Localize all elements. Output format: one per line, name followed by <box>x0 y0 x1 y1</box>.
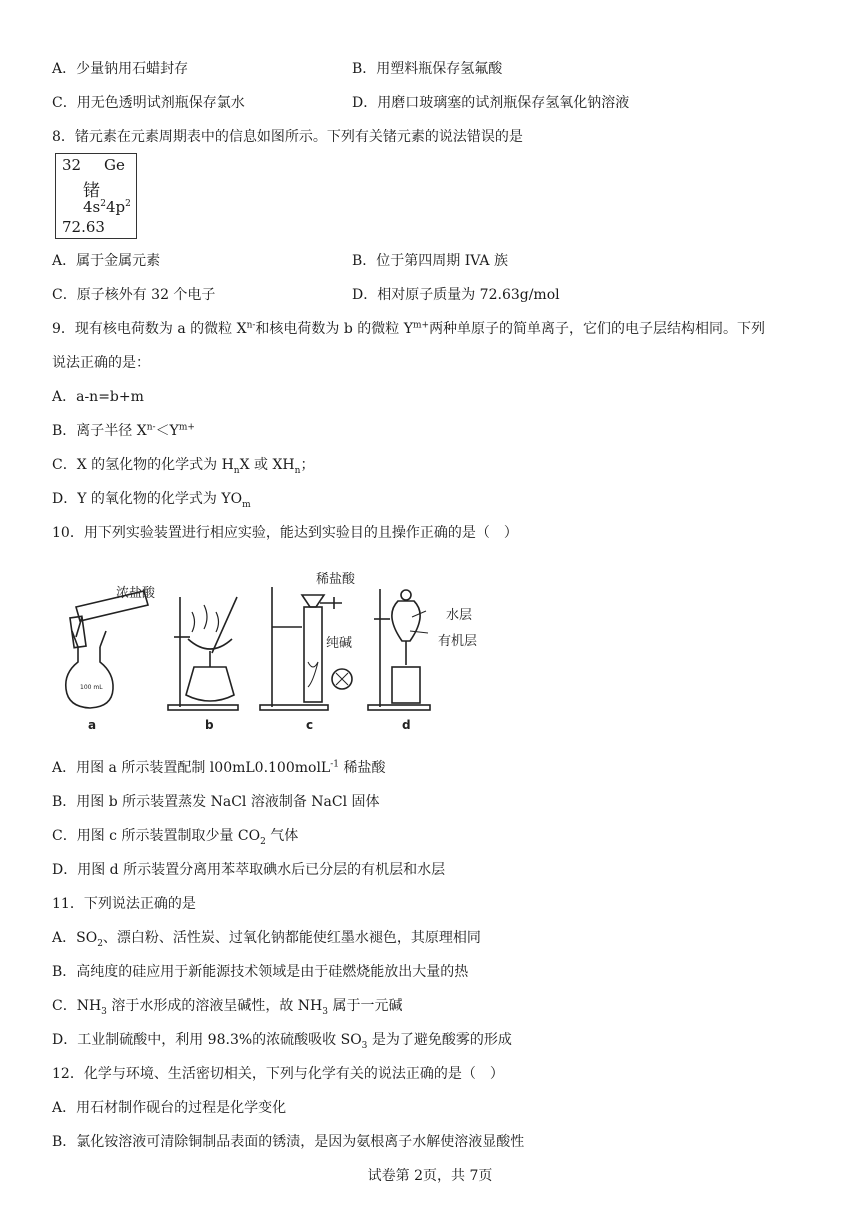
label-conc-hcl: 浓盐酸 <box>116 586 156 601</box>
label-water-layer: 水层 <box>446 608 473 623</box>
q11-option-a: A．$SO_2$、漂白粉、活性炭、过氧化钠都能使红墨水褪色，其原理相同 <box>52 930 481 949</box>
apparatus-b-evaporation <box>168 597 238 732</box>
label-a: a <box>88 718 97 732</box>
label-dilute-hcl: 稀盐酸 <box>316 572 356 587</box>
q10-stem: 10．用下列实验装置进行相应实验，能达到实验目的且操作正确的是（ ） <box>52 525 518 541</box>
q11-option-c: C．$NH_3$ 溶于水形成的溶液呈碱性，故 $NH_3$ 属于一元碱 <box>52 998 403 1017</box>
q8-option-d: D．相对原子质量为 72.63g/mol <box>352 287 560 303</box>
label-d: d <box>402 718 411 732</box>
apparatus-a-volumetric-flask <box>66 585 156 732</box>
q10-option-c: C．用图 c 所示装置制取少量 $CO_2$ 气体 <box>52 828 299 847</box>
q11-option-d: D．工业制硫酸中，利用 98.3%的浓硫酸吸收 $SO_3$ 是为了避免酸雾的形成 <box>52 1032 512 1051</box>
q7-option-c: C．用无色透明试剂瓶保存氯水 <box>52 95 245 111</box>
q12-option-a: A．用石材制作砚台的过程是化学变化 <box>52 1100 287 1116</box>
q10-option-a: A．用图 a 所示装置配制 l00mL0.100molL$^{-1}$ 稀盐酸 <box>52 759 386 776</box>
q7-option-a: A．少量钠用石蜡封存 <box>52 61 189 77</box>
page-footer: 试卷第 2页，共 7页 <box>367 1168 493 1184</box>
q12-stem: 12．化学与环境、生活密切相关，下列与化学有关的说法正确的是（ ） <box>52 1066 504 1082</box>
q9-stem-line1: 9．现有核电荷数为 a 的微粒 $X^{n-}$和核电荷数为 b 的微粒 $Y^{m+}$两种单原子的简单离子，它们的电子层结构相同。下列 <box>52 320 766 337</box>
atomic-mass: 72.63 <box>62 218 105 236</box>
label-soda: 纯碱 <box>326 636 353 651</box>
q9-option-a: A．a-n=b+m <box>52 389 144 405</box>
q11-stem: 11．下列说法正确的是 <box>52 896 196 912</box>
element-card-germanium <box>55 153 137 239</box>
q12-option-b: B．氯化铵溶液可清除铜制品表面的锈渍，是因为氨根离子水解使溶液显酸性 <box>52 1134 525 1150</box>
q8-option-c: C．原子核外有 32 个电子 <box>52 287 216 303</box>
q8-stem: 8．锗元素在元素周期表中的信息如图所示。下列有关锗元素的说法错误的是 <box>52 129 523 145</box>
label-organic-layer: 有机层 <box>438 634 478 649</box>
label-b: b <box>205 718 214 732</box>
q11-option-b: B．高纯度的硅应用于新能源技术领域是由于硅燃烧能放出大量的热 <box>52 964 469 980</box>
q10-option-d: D．用图 d 所示装置分离用苯萃取碘水后已分层的有机层和水层 <box>52 862 446 878</box>
label-c: c <box>306 718 314 732</box>
q8-option-a: A．属于金属元素 <box>52 253 161 269</box>
q9-stem-line2: 说法正确的是： <box>52 355 150 371</box>
q9-option-d: D．Y 的氧化物的化学式为 $YO_m$ <box>52 491 251 510</box>
q10-option-b: B．用图 b 所示装置蒸发 NaCl 溶液制备 NaCl 固体 <box>52 794 380 810</box>
q9-option-b: B．离子半径 $X^{n-}<Y^{m+}$ <box>52 422 195 439</box>
apparatus-d-separatory-funnel <box>368 589 430 732</box>
electron-configuration: $4s^24p^2$ <box>83 198 131 216</box>
element-symbol: Ge <box>104 156 125 174</box>
element-number: 32 <box>62 156 82 174</box>
q7-option-d: D．用磨口玻璃塞的试剂瓶保存氢氧化钠溶液 <box>352 95 630 111</box>
q8-option-b: B．位于第四周期 IVA 族 <box>352 253 508 269</box>
apparatus-c-gas-generator <box>260 571 356 732</box>
q7-option-b: B．用塑料瓶保存氢氟酸 <box>352 61 503 77</box>
element-name: 锗 <box>83 181 100 201</box>
q9-option-c: C．X 的氢化物的化学式为 $H_nX$ 或 $XH_n$； <box>52 457 315 476</box>
apparatus-figure <box>62 567 432 733</box>
svg-text:100 mL: 100 mL <box>80 684 103 691</box>
